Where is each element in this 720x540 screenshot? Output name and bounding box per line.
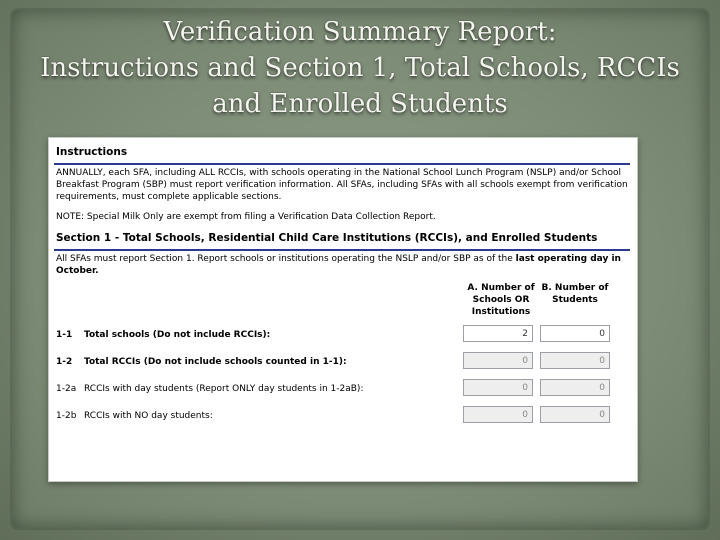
column-b-line: B. Number of	[541, 283, 609, 293]
section1-heading: Section 1 - Total Schools, Residential Child Care Institutions (RCCIs), and Enrolled Students	[54, 229, 630, 251]
row-1-1	[54, 323, 630, 350]
total-rccis-input: 0	[463, 352, 533, 369]
title-line-3: and Enrolled Students	[212, 89, 508, 119]
rccis-day-students-input: 0	[463, 379, 533, 396]
total-schools-students-input[interactable]: 0	[540, 325, 610, 342]
column-b-header	[537, 282, 613, 306]
row-1-2b	[54, 404, 630, 431]
row-number: 1-2	[56, 357, 73, 367]
row-label: RCCIs with day students (Report ONLY day students in 1-2aB):	[84, 384, 364, 394]
column-headers	[54, 279, 630, 323]
column-b-line: Students	[552, 295, 598, 305]
instructions-paragraph: ANNUALLY, each SFA, including ALL RCCIs, with schools operating in the National School Lunch Program (NSLP) and/or School Breakfast Program (SBP) must report verification information. All SFAs, including SFAs with all schools exempt from verification requirements, must complete applicable sections.	[56, 168, 628, 202]
section1-intro-text: All SFAs must report Section 1. Report schools or institutions operating the NSLP and/or SBP as of the	[56, 254, 513, 264]
rccis-no-day-students-input: 0	[463, 406, 533, 423]
row-label: Total RCCIs (Do not include schools counted in 1-1):	[84, 357, 347, 367]
section1-intro-bold: last operating day in October.	[56, 254, 621, 276]
form-screenshot	[48, 137, 638, 482]
title-line-2: Instructions and Section 1, Total Schools, RCCIs	[40, 53, 680, 83]
column-a-header	[463, 282, 539, 318]
row-1-2a	[54, 377, 630, 404]
column-a-line: Institutions	[471, 307, 531, 317]
rccis-day-students-count-input: 0	[540, 379, 610, 396]
instructions-heading: Instructions	[54, 143, 630, 165]
total-schools-input[interactable]: 2	[463, 325, 533, 342]
row-label: Total schools (Do not include RCCIs):	[84, 330, 271, 340]
title-line-1: Verification Summary Report:	[163, 17, 557, 47]
row-number: 1-2b	[56, 411, 77, 421]
total-rccis-students-input: 0	[540, 352, 610, 369]
instructions-note: NOTE: Special Milk Only are exempt from filing a Verification Data Collection Report.	[56, 212, 436, 222]
column-a-line: A. Number of	[467, 283, 535, 293]
row-number: 1-1	[56, 330, 73, 340]
column-a-line: Schools OR	[472, 295, 530, 305]
row-number: 1-2a	[56, 384, 77, 394]
slide-title	[0, 14, 720, 122]
row-label: RCCIs with NO day students:	[84, 411, 213, 421]
rccis-no-day-students-count-input: 0	[540, 406, 610, 423]
section1-intro	[54, 251, 630, 279]
row-1-2	[54, 350, 630, 377]
